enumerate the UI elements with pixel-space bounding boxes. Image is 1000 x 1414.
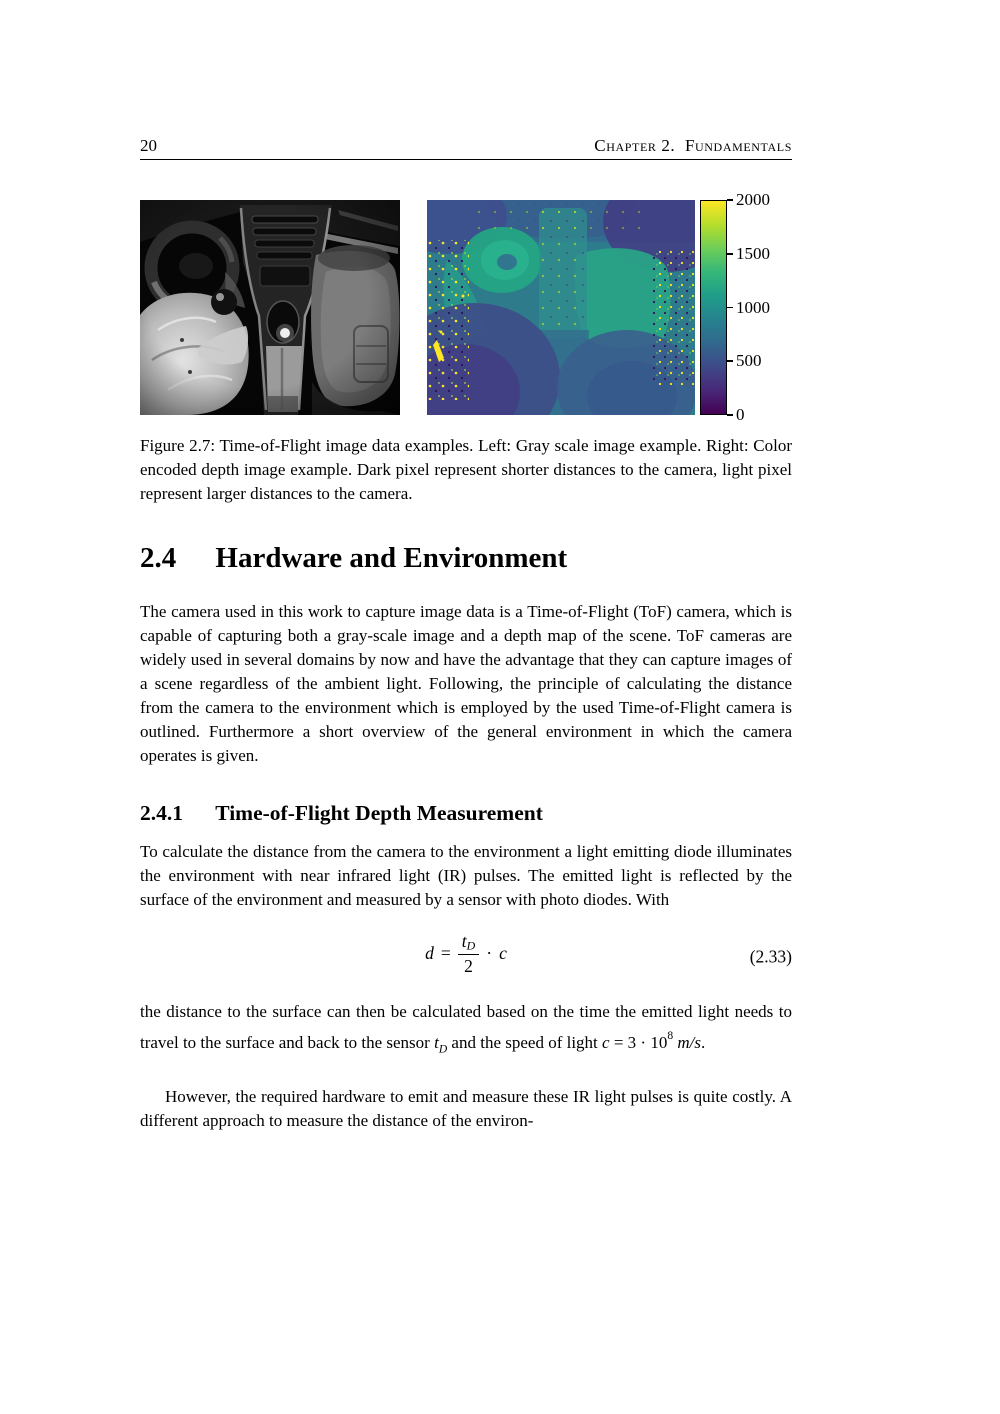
fraction-denominator: 2 [464, 955, 473, 976]
tick-label: 0 [736, 405, 745, 424]
colorbar-tick [727, 190, 770, 210]
grayscale-image [140, 200, 400, 415]
depth-noise-left [427, 240, 469, 400]
tick-mark [727, 307, 733, 309]
fraction-numerator: tD [458, 931, 479, 955]
header-rule [140, 159, 792, 160]
section-heading [140, 542, 792, 575]
figure-caption-text: Time-of-Flight image data examples. Left: Gray scale image example. Right: Color encoded depth image example. Dark pixel represent shorter distances to the camera, light pixel represent larger distances to the camera. [140, 436, 793, 503]
chapter-header: Chapter 2. Fundamentals [594, 136, 792, 155]
section-title: Hardware and Environment [215, 542, 568, 574]
colorbar-tick [727, 405, 745, 425]
tick-mark [727, 253, 733, 255]
section-number: 2.4 [140, 542, 177, 574]
equation-number: (2.33) [749, 946, 792, 967]
figure-caption-label: Figure 2.7: [140, 436, 216, 455]
equation-body [425, 931, 507, 977]
colorbar-tick [727, 298, 770, 318]
paragraph-2: To calculate the distance from the camera to the environment a light emitting diode illuminates the environment with near infrared light (IR) pulses. The emitted light is reflected by the surface of the environment and measured by a sensor with photo diodes. With [140, 842, 792, 910]
colorbar [700, 190, 790, 424]
equals-sign: = [440, 943, 451, 964]
tick-label: 1500 [736, 243, 770, 263]
subsection-title: Time-of-Flight Depth Measurement [215, 801, 543, 826]
figure-caption [140, 434, 792, 506]
paragraph-1: The camera used in this work to capture image data is a Time-of-Flight (ToF) camera, which is capable of capturing both a gray-scale image and a depth map of the scene. ToF cameras are widely used in several domains by now and have the advantage that they can capture images of a scene regardless of the ambient light. Following, the principle of calculating the distance from the camera to the environment which is employed by the used Time-of-Flight camera is outlined. Furthermore a short overview of the general environment in which the camera operates is given. [140, 602, 792, 766]
math-c: c [602, 1033, 610, 1053]
vignette [140, 200, 400, 415]
tick-label: 500 [736, 351, 762, 371]
equation-rhs: c [499, 943, 507, 964]
multiplication-dot: · [486, 943, 493, 964]
tick-mark [727, 199, 733, 201]
depth-noise-right [652, 250, 695, 385]
colorbar-tick [727, 351, 762, 371]
paragraph-3: the distance to the surface can then be calculated based on the time the emitted light needs to travel to the surface and back to the sensor $t_D$ and the speed of light $c = 3 \cdot 10^8$ m/s. [140, 1002, 792, 1056]
colorbar-tick [727, 244, 770, 264]
tick-mark [727, 414, 733, 416]
subsection-heading [140, 801, 792, 826]
fraction [458, 931, 479, 977]
page-number: 20 [140, 136, 157, 155]
math-t: t [434, 1033, 439, 1053]
colorbar-gradient [700, 200, 727, 415]
depth-image [427, 200, 695, 415]
subsection-number: 2.4.1 [140, 801, 183, 826]
equation-lhs: d [425, 943, 434, 964]
equation-2-33 [140, 931, 792, 983]
page-header [140, 136, 792, 156]
paragraph-4: However, the required hardware to emit and measure these IR light pulses is quite costly. A different approach to measure the distance of the environ- [140, 1087, 792, 1131]
figure-2-7 [140, 190, 793, 506]
figure-images-row [140, 190, 792, 424]
tick-label: 2000 [736, 190, 770, 209]
tick-label: 1000 [736, 297, 770, 317]
tick-mark [727, 360, 733, 362]
